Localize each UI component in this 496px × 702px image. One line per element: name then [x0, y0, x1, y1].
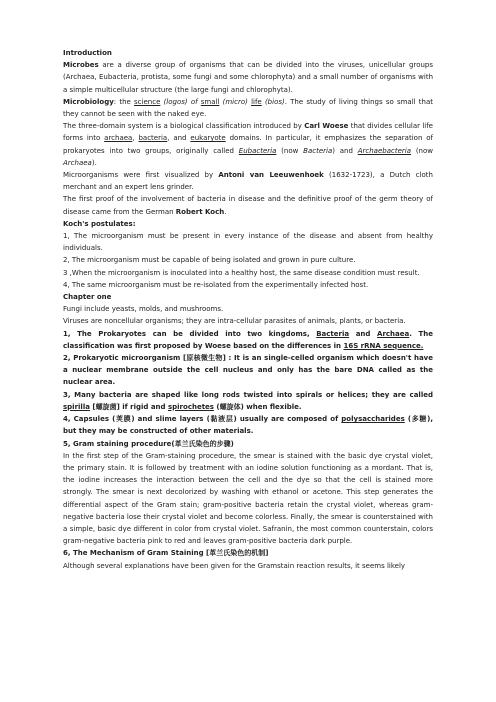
postulate-4: 4, The same microorganism must be re-isolated from the experimentally infected host. — [63, 280, 369, 289]
three-domain-text-a: The three-domain system is a biological classification introduced by — [63, 122, 305, 131]
life-link[interactable]: life — [251, 97, 262, 106]
eukaryote-link[interactable]: eukaryote — [190, 134, 226, 143]
item-3-text-e: when flexible. — [243, 402, 302, 411]
introduction-heading: Introduction — [63, 49, 112, 57]
three-domain-text-c: domains. In particular, it emphasizes the separation of prokaryotes into two groups, originally called — [63, 134, 434, 155]
capsules-cn: (荚膜) — [112, 415, 135, 424]
item-2-text-b: : It is an single-celled organism which doesn't have a nuclear membrane outside the cell nucleus and only has the bare DNA called as the nuclear area. — [63, 354, 433, 387]
item-4-text-a: 4, Capsules — [63, 415, 113, 424]
item-3-text-d: (螺旋体) — [213, 402, 244, 411]
and-text-2: ) and — [332, 146, 358, 155]
item-4-paragraph — [63, 413, 433, 437]
item-1-and: and — [349, 329, 378, 338]
spirilla-link[interactable]: spirilla — [63, 402, 90, 411]
eubacteria-link[interactable]: Eubacteria — [238, 146, 277, 155]
postulate-2: 2, The microorganism must be capable of being isolated and grown in pure culture. — [63, 256, 356, 265]
archaea-italic: Archaea — [63, 158, 92, 167]
leeuwenhoek-name: Antoni van Leeuwenhoek — [218, 171, 324, 180]
item-6-text: Although several explanations have been given for the Gramstain reaction results, it seems likely — [63, 561, 406, 570]
now-text: (now — [276, 146, 304, 155]
polysaccharides-link[interactable]: polysaccharides — [341, 415, 405, 424]
microbiology-pre: : the — [113, 97, 135, 106]
polysaccharides-cn: (多糖) — [404, 415, 431, 424]
bios-gloss: (bios) — [261, 97, 285, 106]
postulate-1: 1, The microorganism must be present in every instance of the disease and absent from healthy individuals. — [63, 232, 433, 253]
fungi-line: Fungi include yeasts, molds, and mushrooms. — [63, 305, 224, 314]
leeuwenhoek-text-a: Microorganisms were first visualized by — [63, 171, 219, 180]
postulates-heading: Koch's postulates: — [63, 219, 136, 228]
item-1-text-a: 1, The Prokaryotes can be divided into two kingdoms, — [63, 329, 317, 338]
microbiology-post: . The study of living things so small that they cannot be seen with the naked eye. — [63, 97, 434, 119]
item-6-heading: 6, The Mechanism of Gram Staining [革兰氏染色的机制] — [63, 549, 269, 558]
three-domain-text-b: that divides cellular life forms into — [63, 122, 433, 143]
slime-cn: (黏液层) — [206, 415, 237, 424]
archaebacteria-link[interactable]: Archaebacteria — [357, 146, 412, 155]
item-3-paragraph — [63, 389, 433, 413]
koch-text-a: The first proof of the involvement of bacteria in disease and the definitive proof of the germ theory of disease came from the German — [63, 195, 433, 216]
bacteria-link[interactable]: bacteria — [138, 134, 168, 143]
small-link[interactable]: small — [200, 97, 220, 106]
koch-name: Robert Koch — [175, 207, 225, 216]
micro-gloss: (micro) — [219, 97, 252, 106]
three-domain-paragraph — [63, 120, 433, 169]
spirochetes-link[interactable]: spirochetes — [167, 402, 214, 411]
item-3-text-c: if rigid and — [119, 402, 168, 411]
postulate-3: 3 ,When the microorganism is inoculated into a healthy host, the same disease condition must result. — [63, 268, 420, 277]
bacteria-italic: Bacteria — [303, 146, 333, 155]
item-1-rrna-link[interactable]: 16S rRNA sequence. — [343, 341, 424, 350]
microbes-paragraph — [63, 59, 433, 96]
microbes-term: Microbes — [63, 61, 99, 70]
close-paren: ). — [91, 158, 97, 167]
microbiology-paragraph — [63, 96, 433, 120]
archaea-link[interactable]: archaea — [104, 134, 133, 143]
item-1-text-b: . The classification was first proposed by Woese based on the differences in — [63, 329, 434, 350]
koch-text-b: . — [224, 207, 227, 216]
logos-gloss: (logos) of — [160, 97, 201, 106]
leeuwenhoek-text-b: (1632-1723), a Dutch cloth merchant and an expert lens grinder. — [63, 171, 433, 192]
leeuwenhoek-paragraph — [63, 169, 433, 193]
item-1-archaea-link[interactable]: Archaea — [377, 329, 410, 338]
microbes-text: are a diverse group of organisms that can be divided into the viruses, unicellular groups (Archaea, Eubacteria, protista, some fungi and some chlorophyta) and a small number of organisms with a simple multicellular structure (the large fungi and chlorophyta). — [63, 61, 433, 94]
item-3-text-b: [螺旋菌] — [89, 402, 120, 411]
item-3-text-a: 3, Many bacteria are shaped like long rods twisted into spirals or helices; they are called — [63, 390, 433, 399]
koch-paragraph — [63, 193, 433, 217]
item-5-text: In the first step of the Gram-staining procedure, the smear is stained with the basic dye crystal violet, the primary stain. It is followed by treatment with an iodine solution functioning as a mordant. That is, the iodine increases the interaction between the cell and the dye so that the cell is stained more strongly. The smear is next decolorized by washing with ethanol or acetone. This step generates the differential aspect of the Gram stain; gram-positive bacteria retain the crystal violet, whereas gram-negative bacteria lose their crystal violet and become colorless. Finally, the smear is counterstained with a simple, basic dye different in color from crystal violet. Safranin, the most common counterstain, colors gram-negative bacteria pink to red and leaves gram-positive bacteria dark purple. — [63, 451, 433, 546]
microbiology-term: Microbiology — [63, 97, 114, 106]
and-text: , and — [167, 134, 191, 143]
item-2-text-a: 2, Prokaryotic microorganism [原核微生物] — [63, 354, 226, 363]
science-link[interactable]: science — [134, 97, 161, 106]
item-2-paragraph — [63, 352, 433, 389]
item-1-paragraph — [63, 328, 433, 352]
item-4-text-c: usually are composed of — [236, 415, 342, 424]
item-1-bacteria-link[interactable]: Bacteria — [316, 329, 350, 338]
chapter-one-heading: Chapter one — [63, 293, 112, 302]
now-text-2: (now — [411, 146, 433, 155]
viruses-line: Viruses are noncellular organisms; they are intra-cellular parasites of animals, plants, or bacteria. — [63, 317, 406, 326]
item-4-text-d: , but they may be constructed of other materials. — [63, 415, 433, 436]
carl-woese: Carl Woese — [304, 122, 349, 131]
item-5-heading: 5, Gram staining procedure(革兰氏染色的步骤) — [63, 439, 234, 448]
item-4-text-b: and slime layers — [134, 415, 207, 424]
comma: , — [132, 134, 139, 143]
